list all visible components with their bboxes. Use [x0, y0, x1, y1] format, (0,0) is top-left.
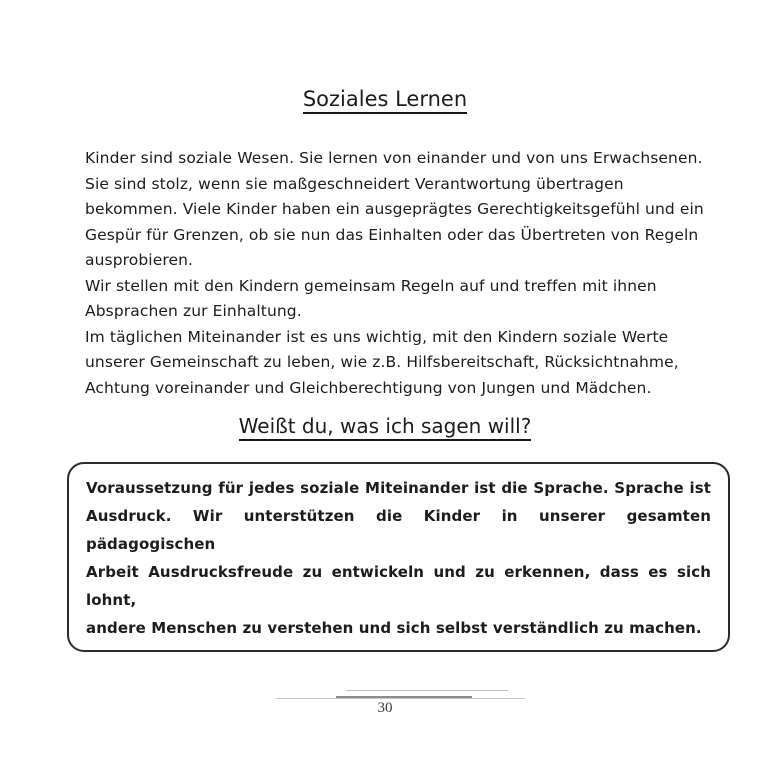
- page-title-text: Soziales Lernen: [303, 87, 467, 114]
- section-subtitle: [0, 414, 770, 439]
- body-line: unserer Gemeinschaft zu leben, wie z.B. Hilfsbereitschaft, Rücksichtnahme,: [85, 353, 679, 371]
- box-line: andere Menschen zu verstehen und sich selbst verständlich zu machen.: [86, 619, 702, 637]
- body-line: Wir stellen mit den Kindern gemeinsam Regeln auf und treffen mit ihnen: [85, 276, 657, 295]
- body-line: Sie sind stolz, wenn sie maßgeschneidert Verantwortung übertragen: [85, 174, 624, 193]
- body-line: Im täglichen Miteinander ist es uns wichtig, mit den Kindern soziale Werte: [85, 327, 669, 346]
- body-line: Gespür für Grenzen, ob sie nun das Einhalten oder das Übertreten von Regeln: [85, 225, 699, 244]
- body-line: bekommen. Viele Kinder haben ein ausgeprägtes Gerechtigkeitsgefühl und ein: [85, 200, 704, 218]
- box-line: Arbeit Ausdrucksfreude zu entwickeln und zu erkennen, dass es sich lohnt,: [86, 563, 711, 609]
- body-line: Kinder sind soziale Wesen. Sie lernen von einander und von uns Erwachsenen.: [85, 149, 703, 167]
- box-line: Voraussetzung für jedes soziale Miteinander ist die Sprache. Sprache ist: [86, 479, 711, 497]
- page-number: 30: [377, 700, 393, 716]
- body-line: Achtung voreinander und Gleichberechtigung von Jungen und Mädchen.: [85, 378, 652, 397]
- box-line: Ausdruck. Wir unterstützen die Kinder in unserer gesamten pädagogischen: [86, 507, 711, 553]
- footer-rule-dark: [336, 696, 472, 698]
- body-line: Absprachen zur Einhaltung.: [85, 302, 302, 320]
- footer-rule-long: [276, 698, 525, 699]
- footer-rule-upper: [346, 690, 508, 691]
- section-subtitle-text: Weißt du, was ich sagen will?: [239, 414, 532, 441]
- body-line: ausprobieren.: [85, 251, 194, 269]
- page-title: [0, 86, 770, 112]
- body-text: [85, 146, 735, 401]
- speech-box: [67, 462, 730, 652]
